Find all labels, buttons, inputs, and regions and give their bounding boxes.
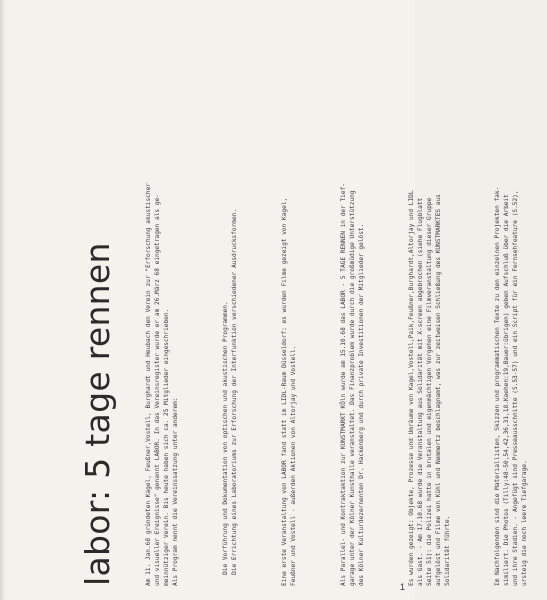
body-line: garage unter der Kölner Kunsthalle veranstaltet. Das Finanzproblem wurde durch die großmüdige Unterstützung [349, 190, 356, 586]
page-number: 1 [400, 582, 406, 592]
body-line: Es wurden gezeigt: Objekte, Prozesse und Umräume von Kagel,Vostell,Paik,Feußner,Burghardt,Altorjay und LIDL [408, 190, 415, 586]
document-title: labor: 5 tage rennen [78, 242, 117, 586]
paragraph-program [221, 34, 239, 586]
body-line: Eine erste Veranstaltung von LABOR fand statt im LIDL-Raum Düsseldorf: es wurden Filme gezeigt von Kagel, [281, 197, 288, 586]
body-line: meinnütziger Verein. Bis heute haben sich ca. 25 Mitglieder eingeschrieben. [163, 308, 170, 586]
body-line: similiert. Die Photos (Tilly:48-50,54,42,36,31,18.Kaehen:19,Bauer:übrigen) geben Aufschluß über die Arbeit [503, 194, 510, 586]
body-line: Am 11. Jan.68 gründeten Kagel, Feußner,Vostell, Burghardt und Heubach den Verein zur "Erforschung akustischer [145, 183, 152, 586]
paragraph-parallel-action [339, 34, 366, 586]
body-line: Als Program nennt die Vereinssatzung unter anderem: [172, 397, 179, 586]
body-line: Die Vorführung und Dokumentation von optischen und akustischen Programmen. [222, 301, 229, 586]
body-line: Im Nachfolgenden sind die Materiallisten, Skizzen und programmatischen Texte zu den einzelnen Projekten fak- [494, 186, 501, 586]
body-line: und visueller Ereignisse" genannt LABOR. In das Vereinsregister wurde er am 26.März 68 eingetragen als ge- [154, 194, 161, 586]
body-line: Die Errichtung eines Laboratoriums zur Erforschung der Interfunktion verschiedener Ausdrucksformen. [231, 208, 238, 586]
body-line: des Kölner Kulturdezernenten Dr. Hackenberg und durch private Investitionen der Mitglieder gelöst. [358, 223, 365, 586]
body-line: und ihre Stadien. - Angefügt sind Presseausschnitte (S.53-57) und ein Script für ein Fernsehfeature (S.52), [512, 190, 519, 586]
body-line: aufgelöst und Filme von Kühl und Nemmertz beschlagnamt, was zur zeitweisen Schließung des KUNSTMARKTES aus [435, 194, 442, 586]
rotated-content [78, 30, 528, 590]
body-line: Solidarität führte. [444, 515, 451, 586]
body-line: Feußner und Vostell - außerden Aktionen von Altorjay und Vostell. [290, 345, 297, 586]
body-line: Seite 51): die Polizei hatte in brutalen und eigenmächtigen Vorgehen eine Filmveranstaltung dieser Gruppe [426, 197, 433, 586]
paragraph-first-event [280, 34, 298, 586]
body-line: Als Parallel- und Kontraktaktion zur KUNSTMARKT KÖln wurde am 15.10.68 das LABOR - 5 TAGE RENNEN in der Tief- [340, 183, 347, 586]
paragraph-exhibits [407, 34, 452, 586]
body-line: ursteig die noch leere Tiefgarage. [521, 460, 528, 586]
body-line: als Gast. - Am 17.10.68 wurde die Veranstaltung aus Solidarität mit X-screen abgebrochen (siehe Flugblatt [417, 197, 424, 586]
document-body [126, 34, 547, 586]
paragraph-founding [144, 34, 180, 586]
paragraph-materials [493, 34, 529, 586]
page-edge-shadow [0, 0, 6, 600]
